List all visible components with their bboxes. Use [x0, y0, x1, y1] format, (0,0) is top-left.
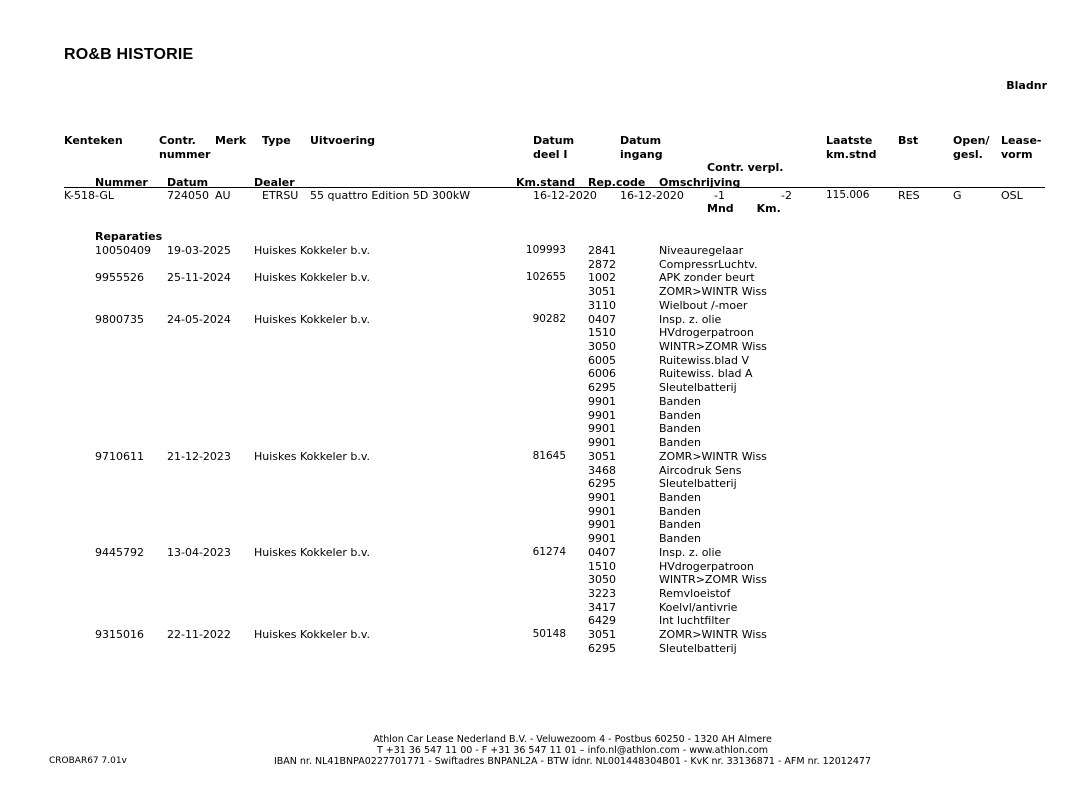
footer-form-code: CROBAR67 7.01v — [49, 756, 127, 766]
repair-code: 3051 — [588, 628, 616, 642]
repair-code: 3417 — [588, 600, 616, 614]
col-contr-verpl-line1: Contr. verpl. — [707, 161, 784, 174]
repair-code: 6429 — [588, 614, 616, 628]
footer-contact: T +31 36 547 11 00 - F +31 36 547 11 01 – info.nl@athlon.com - www.athlon.com — [376, 745, 769, 756]
repair-omschrijving: ZOMR>WINTR Wiss — [659, 628, 767, 642]
repair-code: 9901 — [588, 394, 616, 408]
vehicle-datum-ingang: 16-12-2020 — [620, 189, 684, 202]
repair-datum: 24-05-2024 — [167, 312, 231, 326]
col-open — [953, 134, 990, 161]
bladnr-label: Bladnr — [1006, 79, 1047, 92]
repair-omschrijving: ZOMR>WINTR Wiss — [659, 449, 767, 463]
repair-datum: 19-03-2025 — [167, 244, 231, 257]
repair-dealer: Huiskes Kokkeler b.v. — [254, 545, 370, 559]
repair-omschrijving: Banden — [659, 532, 701, 546]
col-datum-ingang-line1: Datum — [620, 134, 662, 147]
col-repcode: Rep.code — [588, 176, 646, 189]
col-nummer: Nummer — [95, 176, 148, 189]
repair-code: 3051 — [588, 285, 616, 299]
col-omschrijving: Omschrijving — [659, 176, 741, 189]
vehicle-mnd: -1 — [714, 189, 725, 202]
vehicle-km: -2 — [781, 189, 792, 202]
repair-omschrijving: WINTR>ZOMR Wiss — [659, 340, 767, 354]
repair-datum: 21-12-2023 — [167, 449, 231, 463]
repair-code: 6005 — [588, 353, 616, 367]
repair-kmstand: 61274 — [532, 545, 566, 558]
repair-code: 0407 — [588, 545, 616, 559]
col-laatste — [826, 134, 876, 161]
col-datum-ingang — [620, 134, 663, 161]
col-lease-line2: vorm — [1001, 147, 1033, 161]
col-open-line1: Open/ — [953, 134, 990, 147]
vehicle-contract: 724050 — [167, 189, 209, 202]
col-laatste-line1: Laatste — [826, 134, 873, 147]
repair-dealer: Huiskes Kokkeler b.v. — [254, 628, 370, 642]
footer-bank: IBAN nr. NL41BNPA0227701771 - Swiftadres BNPANL2A - BTW idnr. NL001448304B01 - KvK nr. 33136871 - AFM nr. 12012477 — [273, 756, 872, 767]
repair-code: 1510 — [588, 326, 616, 340]
repair-omschrijving: Insp. z. olie — [659, 545, 722, 559]
repair-omschrijving: Banden — [659, 436, 701, 450]
repair-kmstand: 109993 — [525, 244, 566, 256]
repair-omschrijving: Wielbout /-moer — [659, 298, 748, 312]
repair-omschrijving: HVdrogerpatroon — [659, 559, 754, 573]
vehicle-open-gesl: G — [953, 189, 962, 202]
repair-code: 2841 — [588, 244, 616, 257]
repair-code: 0407 — [588, 312, 616, 326]
repair-omschrijving: Banden — [659, 504, 701, 518]
repair-nummer: 9445792 — [95, 545, 144, 559]
repair-nummer: 9710611 — [95, 449, 144, 463]
vehicle-uitvoering: 55 quattro Edition 5D 300kW — [310, 189, 471, 202]
col-contr-nummer — [159, 134, 210, 161]
repair-code: 3050 — [588, 340, 616, 354]
repair-omschrijving: Banden — [659, 518, 701, 532]
repair-dealer: Huiskes Kokkeler b.v. — [254, 271, 370, 285]
repair-code: 9901 — [588, 532, 616, 546]
col-open-line2: gesl. — [953, 147, 983, 161]
repair-code: 3110 — [588, 298, 616, 312]
repair-omschrijving: Sleutelbatterij — [659, 477, 737, 491]
repair-code: 2872 — [588, 257, 616, 271]
repair-code: 6295 — [588, 381, 616, 395]
page-title: RO&B HISTORIE — [64, 46, 194, 63]
repair-datum: 22-11-2022 — [167, 628, 231, 642]
repair-omschrijving: WINTR>ZOMR Wiss — [659, 573, 767, 587]
repair-kmstand: 90282 — [532, 312, 566, 325]
repair-omschrijving: HVdrogerpatroon — [659, 326, 754, 340]
repair-omschrijving: APK zonder beurt — [659, 271, 755, 285]
vehicle-laatste-km: 115.006 — [826, 189, 870, 201]
col-kenteken: Kenteken — [64, 134, 123, 147]
repair-code: 6295 — [588, 641, 616, 655]
repair-nummer: 9315016 — [95, 628, 144, 642]
repair-code: 9901 — [588, 408, 616, 422]
repair-kmstand: 50148 — [532, 628, 566, 641]
col-datum-ingang-line2: ingang — [620, 147, 663, 161]
repair-code: 3050 — [588, 573, 616, 587]
col-contr-verpl-line2: Mnd Km. — [707, 201, 781, 215]
repair-omschrijving: Insp. z. olie — [659, 312, 722, 326]
header-divider — [64, 187, 1045, 188]
repair-dealer: Huiskes Kokkeler b.v. — [254, 449, 370, 463]
repair-omschrijving: Banden — [659, 422, 701, 436]
vehicle-type: ETRSU — [262, 189, 299, 202]
repair-omschrijving: Ruitewiss.blad V — [659, 353, 750, 367]
col-datum: Datum — [167, 176, 209, 189]
repair-kmstand: 81645 — [532, 449, 566, 462]
repair-omschrijving: Aircodruk Sens — [659, 463, 742, 477]
repair-code: 9901 — [588, 518, 616, 532]
repair-omschrijving: Int luchtfilter — [659, 614, 730, 628]
repair-omschrijving: CompressrLuchtv. — [659, 257, 758, 271]
vehicle-lease-vorm: OSL — [1001, 189, 1023, 202]
repair-omschrijving: Remvloeistof — [659, 587, 731, 600]
vehicle-kenteken: K-518-GL — [64, 189, 115, 202]
col-datum-deel-line1: Datum — [533, 134, 575, 147]
col-lease — [1001, 134, 1041, 161]
repair-datum: 25-11-2024 — [167, 271, 231, 285]
repair-omschrijving: Niveauregelaar — [659, 244, 744, 257]
repair-dealer: Huiskes Kokkeler b.v. — [254, 244, 370, 257]
repair-code: 3223 — [588, 587, 616, 600]
repair-omschrijving: Banden — [659, 408, 701, 422]
repair-code: 9901 — [588, 436, 616, 450]
col-bst: Bst — [898, 134, 919, 147]
repair-code: 3468 — [588, 463, 616, 477]
vehicle-merk: AU — [215, 189, 231, 202]
repair-dealer: Huiskes Kokkeler b.v. — [254, 312, 370, 326]
repair-omschrijving: ZOMR>WINTR Wiss — [659, 285, 767, 299]
repair-omschrijving: Ruitewiss. blad A — [659, 367, 753, 381]
col-uitvoering: Uitvoering — [310, 134, 376, 147]
repair-kmstand: 102655 — [525, 271, 566, 284]
col-contr-line1: Contr. — [159, 134, 196, 147]
col-contr-line2: nummer — [159, 147, 211, 161]
reparaties-heading: Reparaties — [95, 230, 163, 243]
vehicle-bst: RES — [898, 189, 920, 202]
repair-code: 6006 — [588, 367, 616, 381]
repair-code: 9901 — [588, 504, 616, 518]
repair-omschrijving: Banden — [659, 394, 701, 408]
repair-omschrijving: Sleutelbatterij — [659, 641, 737, 655]
repair-code: 9901 — [588, 490, 616, 504]
col-datum-deel — [533, 134, 574, 161]
col-laatste-line2: km.stnd — [826, 147, 877, 161]
col-kmstand: Km.stand — [516, 176, 576, 189]
repair-code: 6295 — [588, 477, 616, 491]
col-type: Type — [262, 134, 291, 147]
repair-code: 9901 — [588, 422, 616, 436]
repair-nummer: 9955526 — [95, 271, 144, 285]
repair-omschrijving: Koelvl/antivrie — [659, 600, 738, 614]
repair-omschrijving: Banden — [659, 490, 701, 504]
col-datum-deel-line2: deel I — [533, 147, 568, 161]
repair-code: 3051 — [588, 449, 616, 463]
col-dealer: Dealer — [254, 176, 295, 189]
repair-nummer: 9800735 — [95, 312, 144, 326]
repair-nummer: 10050409 — [95, 244, 151, 257]
repair-omschrijving: Sleutelbatterij — [659, 381, 737, 395]
col-lease-line1: Lease- — [1001, 134, 1042, 147]
footer-address: Athlon Car Lease Nederland B.V. - Veluwezoom 4 - Postbus 60250 - 1320 AH Almere — [373, 734, 772, 745]
col-merk: Merk — [215, 134, 247, 147]
repair-code: 1002 — [588, 271, 616, 285]
vehicle-datum-deel: 16-12-2020 — [533, 189, 597, 202]
repair-datum: 13-04-2023 — [167, 545, 231, 559]
repair-code: 1510 — [588, 559, 616, 573]
